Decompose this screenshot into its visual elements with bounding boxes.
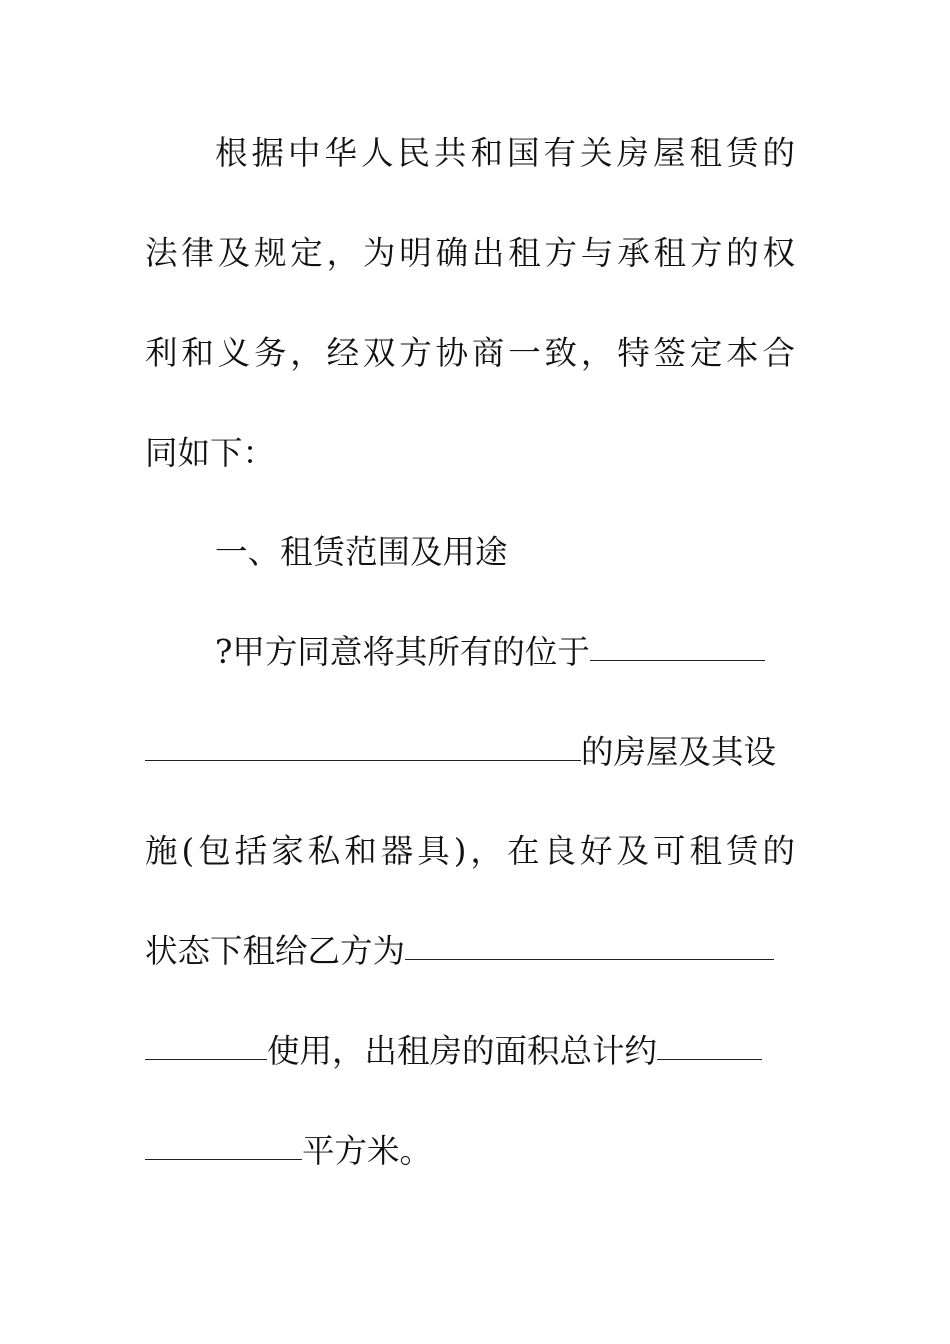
text: 根据中华人民共和国有关房屋租赁的 (215, 134, 795, 172)
heading-text: 一、租赁范围及用途 (215, 533, 508, 571)
paragraph-2-line-6 (145, 1126, 795, 1176)
paragraph-1-line-1 (215, 128, 795, 178)
paragraph-2-line-5 (145, 1026, 795, 1076)
text: ?甲方同意将其所有的位于 (215, 633, 590, 671)
fill-in-blank-area (657, 1031, 762, 1060)
paragraph-2-line-2 (145, 727, 795, 777)
text: 的房屋及其设 (581, 733, 777, 771)
paragraph-2-line-4 (145, 926, 795, 976)
text: 同如下： (145, 434, 276, 472)
text: 利和义务，经双方协商一致，特签定本合 (145, 334, 795, 372)
text: 平方米。 (302, 1132, 433, 1170)
text: 施(包括家私和器具)，在良好及可租赁的 (145, 832, 795, 870)
paragraph-2-line-1 (215, 627, 795, 677)
section-heading (215, 527, 795, 577)
fill-in-blank-location-cont (145, 732, 581, 761)
paragraph-1-line-3 (145, 328, 795, 378)
paragraph-1-line-4 (145, 428, 795, 478)
fill-in-blank-location (590, 632, 765, 661)
text: 使用，出租房的面积总计约 (267, 1032, 658, 1070)
fill-in-blank-area-cont (145, 1131, 302, 1160)
paragraph-2-line-3 (145, 826, 795, 876)
text: 状态下租给乙方为 (145, 932, 406, 970)
fill-in-blank-purpose-cont (145, 1031, 267, 1060)
paragraph-1-line-2 (145, 228, 795, 278)
text: 法律及规定，为明确出租方与承租方的权 (145, 234, 795, 272)
fill-in-blank-purpose (405, 931, 774, 960)
